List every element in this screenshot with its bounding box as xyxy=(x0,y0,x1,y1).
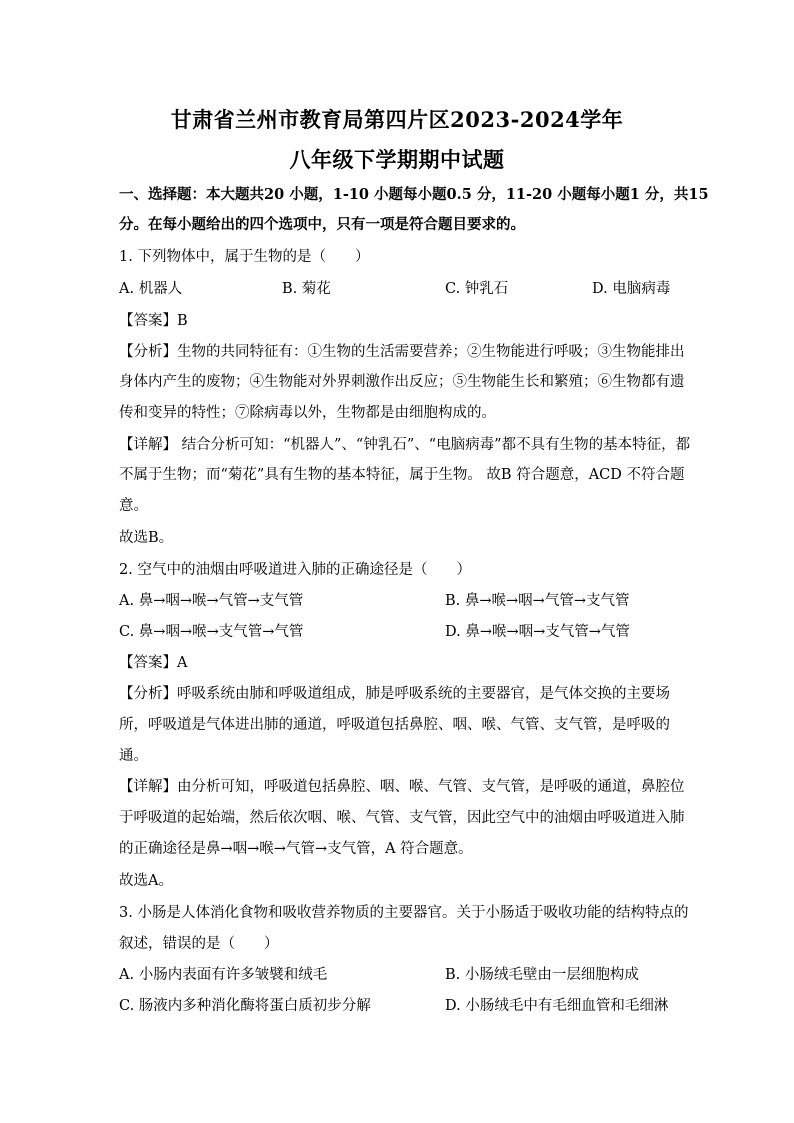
q3-stem-line2: 叙述，错误的是（ ） xyxy=(119,936,279,952)
q2-stem: 2. 空气中的油烟由呼吸道进入肺的正确途径是（ ） xyxy=(119,562,471,578)
q1-option-b: B. 菊花 xyxy=(282,281,331,297)
q3-option-a: A. 小肠内表面有许多皱襞和绒毛 xyxy=(119,967,328,983)
q3-option-b: B. 小肠绒毛壁由一层细胞构成 xyxy=(445,967,639,983)
q3-option-d: D. 小肠绒毛中有毛细血管和毛细淋 xyxy=(445,998,669,1014)
q1-option-a: A. 机器人 xyxy=(119,281,183,297)
section-instructions-line2: 分。在每小题给出的四个选项中，只有一项是符合题目要求的。 xyxy=(119,216,525,233)
q1-analysis-line2: 身体内产生的废物；④生物能对外界刺激作出反应；⑤生物能生长和繁殖；⑥生物都有遗 xyxy=(119,374,685,390)
q1-detail-line2: 不属于生物；而“菊花”具有生物的基本特征，属于生物。 故B 符合题意，ACD 不符合题 xyxy=(119,467,685,483)
q1-analysis-line1: 【分析】生物的共同特征有：①生物的生活需要营养；②生物能进行呼吸；③生物能排出 xyxy=(119,344,685,360)
exam-title: 甘肃省兰州市教育局第四片区2023-2024学年 xyxy=(170,107,624,132)
q1-detail-line1: 【详解】 结合分析可知：“机器人”、“钟乳石”、“电脑病毒”都不具有生物的基本特征，都 xyxy=(119,437,691,453)
q2-detail-line1: 【详解】由分析可知，呼吸道包括鼻腔、咽、喉、气管、支气管，是呼吸的通道，鼻腔位 xyxy=(119,779,685,795)
exam-subtitle: 八年级下学期期中试题 xyxy=(289,147,505,172)
q1-choice: 故选B。 xyxy=(119,530,174,546)
q2-detail-line2: 于呼吸道的起始端，然后依次咽、喉、气管、支气管，因此空气中的油烟由呼吸道进入肺 xyxy=(119,810,685,826)
q2-option-d: D. 鼻→喉→咽→支气管→气管 xyxy=(445,624,630,640)
section-instructions-line1: 一、选择题：本大题共20 小题，1-10 小题每小题0.5 分，11-20 小题每小题1 分，共15 xyxy=(119,186,709,203)
q1-analysis-line3: 传和变异的特性；⑦除病毒以外，生物都是由细胞构成的。 xyxy=(119,405,496,421)
q2-analysis-line2: 所，呼吸道是气体进出肺的通道，呼吸道包括鼻腔、咽、喉、气管、支气管，是呼吸的 xyxy=(119,717,670,733)
q1-detail-line3: 意。 xyxy=(119,498,148,514)
q2-option-a: A. 鼻→咽→喉→气管→支气管 xyxy=(119,593,304,609)
q2-answer: 【答案】A xyxy=(119,655,188,671)
q1-option-d: D. 电脑病毒 xyxy=(592,281,671,297)
q2-analysis-line1: 【分析】呼吸系统由肺和呼吸道组成，肺是呼吸系统的主要器官，是气体交换的主要场 xyxy=(119,686,670,702)
q2-choice: 故选A。 xyxy=(119,873,173,889)
q3-stem-line1: 3. 小肠是人体消化食物和吸收营养物质的主要器官。关于小肠适于吸收功能的结构特点的 xyxy=(119,905,689,921)
q2-analysis-line3: 通。 xyxy=(119,748,148,764)
q2-detail-line3: 的正确途径是鼻→咽→喉→气管→支气管，A 符合题意。 xyxy=(119,841,473,857)
q2-option-c: C. 鼻→咽→喉→支气管→气管 xyxy=(119,624,304,640)
q1-answer: 【答案】B xyxy=(119,313,188,329)
q2-option-b: B. 鼻→喉→咽→气管→支气管 xyxy=(445,593,630,609)
q3-option-c: C. 肠液内多种消化酶将蛋白质初步分解 xyxy=(119,998,371,1014)
q1-option-c: C. 钟乳石 xyxy=(445,281,509,297)
q1-stem: 1. 下列物体中，属于生物的是（ ） xyxy=(119,249,370,265)
